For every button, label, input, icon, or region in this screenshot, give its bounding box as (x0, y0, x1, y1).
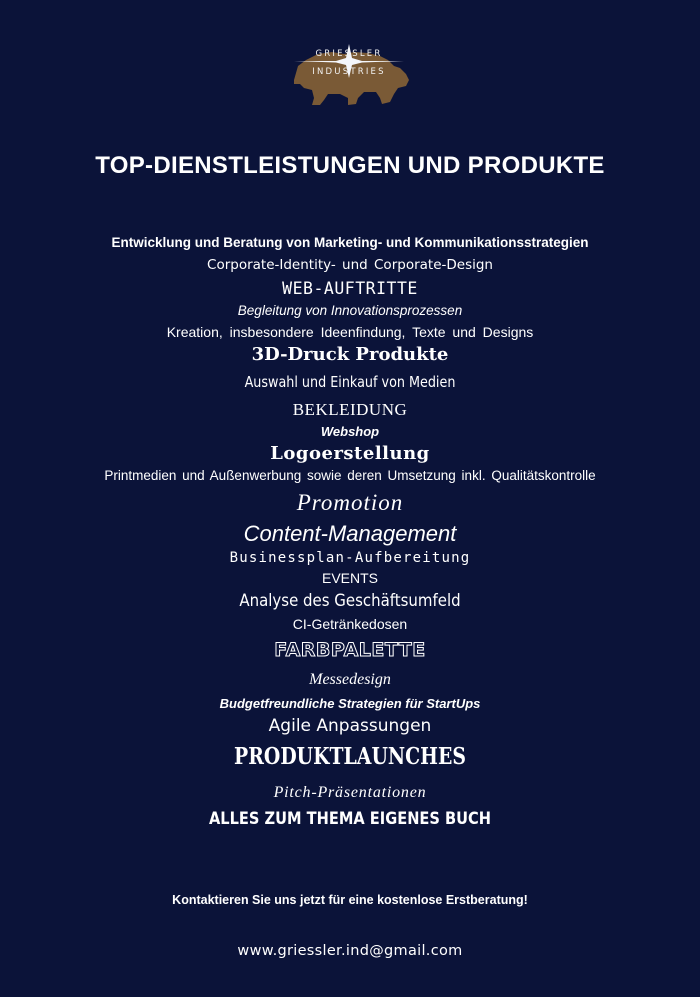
service-ci-cans: CI-Getränkedosen (292, 616, 408, 632)
service-marketing-strategy: Entwicklung und Beratung von Marketing- und Kommunikationsstrategien (111, 235, 589, 250)
service-webshop: Webshop (320, 424, 380, 439)
service-events: EVENTS (321, 570, 378, 586)
service-farbpalette: FARBPALETTE (274, 639, 426, 661)
service-logoerstellung: Logoerstellung (270, 443, 430, 464)
service-product-launches: PRODUKTLAUNCHES (234, 743, 466, 770)
service-print-outdoor: Printmedien und Außenwerbung sowie deren Umsetzung inkl. Qualitätskontrolle (104, 468, 596, 483)
email-link[interactable]: www.griessler.ind@gmail.com (237, 943, 463, 959)
logo-text-line2: INDUSTRIES (312, 67, 386, 77)
service-creation-ideas: Kreation, insbesondere Ideenfindung, Texte und Designs (166, 324, 534, 340)
service-3d-druck: 3D-Druck Produkte (251, 344, 449, 365)
service-book: ALLES ZUM THEMA EIGENES BUCH (208, 809, 492, 829)
service-corporate-identity: Corporate-Identity- und Corporate-Design (207, 257, 493, 273)
page-title: TOP-DIENSTLEISTUNGEN UND PRODUKTE (95, 152, 605, 179)
company-logo (284, 44, 414, 108)
contact-call-to-action: Kontaktieren Sie uns jetzt für eine kostenlose Erstberatung! (172, 893, 528, 907)
service-agile: Agile Anpassungen (268, 716, 432, 736)
service-messedesign: Messedesign (309, 671, 391, 688)
service-pitch: Pitch-Präsentationen (273, 784, 427, 801)
service-businessplan: Businessplan-Aufbereitung (229, 550, 471, 566)
service-promotion: Promotion (296, 490, 404, 515)
service-content-management: Content-Management (243, 521, 457, 546)
service-web-auftritte: WEB-AUFTRITTE (282, 279, 418, 298)
service-media-buying: Auswahl und Einkauf von Medien (244, 373, 456, 391)
service-bekleidung: BEKLEIDUNG (292, 400, 408, 419)
service-innovation-support: Begleitung von Innovationsprozessen (237, 303, 463, 318)
logo-text-line1: GRIESSLER (315, 49, 383, 59)
service-startup-strategies: Budgetfreundliche Strategien für StartUps (219, 696, 481, 711)
service-business-analysis: Analyse des Geschäftsumfeld (239, 591, 461, 611)
